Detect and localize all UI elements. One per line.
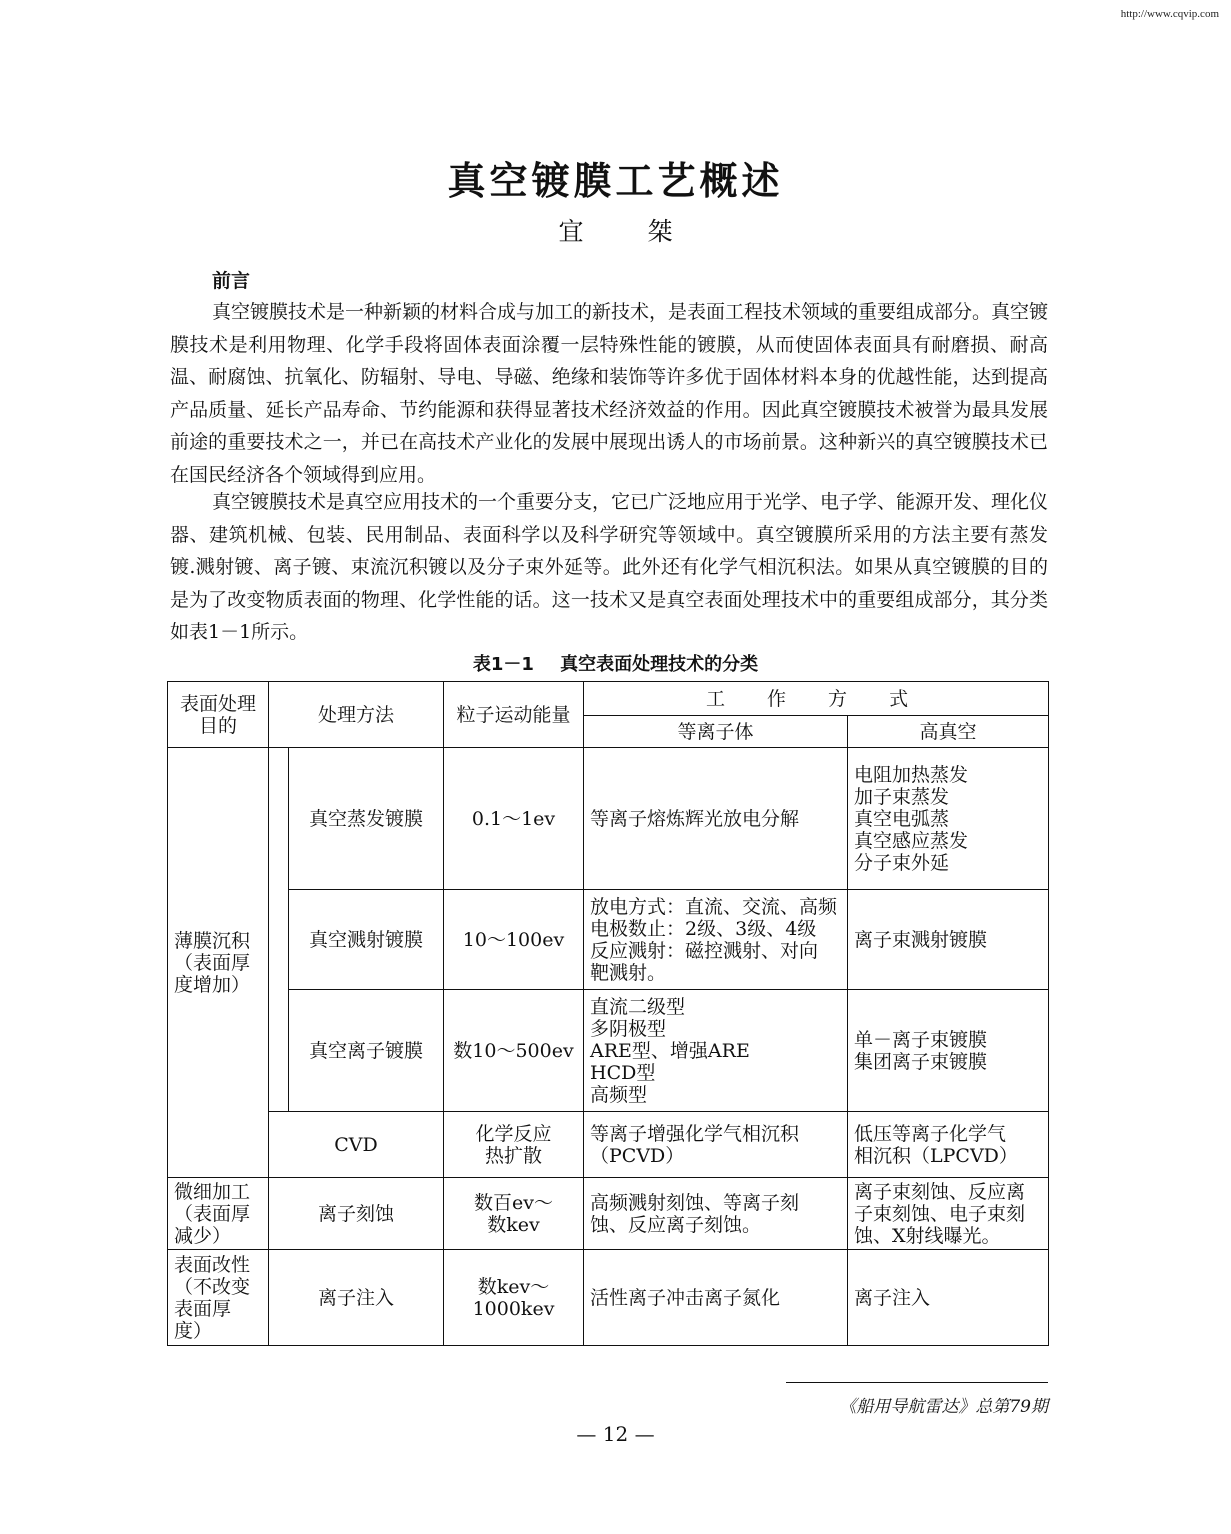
table-row	[168, 1250, 1049, 1346]
cell-energy: 化学反应 热扩散	[444, 1112, 584, 1178]
classification-table	[167, 681, 1049, 1346]
cell-method: CVD	[269, 1112, 444, 1178]
cell-energy: 10～100ev	[444, 890, 584, 990]
cell-vacuum: 离子束刻蚀、反应离 子束刻蚀、电子束刻 蚀、X射线曝光。	[848, 1178, 1049, 1250]
table-caption-text: 真空表面处理技术的分类	[560, 654, 759, 675]
paragraph-1	[170, 296, 1048, 491]
cell-energy: 数10～500ev	[444, 990, 584, 1112]
cell-purpose: 表面改性 （不改变 表面厚 度）	[168, 1250, 269, 1346]
header-energy: 粒子运动能量	[444, 682, 584, 748]
article-title: 真空镀膜工艺概述	[447, 159, 784, 203]
table-header-row	[168, 682, 1049, 716]
cell-energy: 数kev～ 1000kev	[444, 1250, 584, 1346]
cell-method: 真空离子镀膜	[289, 990, 444, 1112]
source-url: http://www.cqvip.com	[1120, 8, 1219, 20]
header-purpose: 表面处理目的	[168, 682, 269, 748]
table-caption-number: 表1－1	[472, 654, 534, 675]
footer-divider	[786, 1382, 1048, 1383]
cell-purpose: 微细加工 （表面厚 减少）	[168, 1178, 269, 1250]
cell-plasma: 等离子熔炼辉光放电分解	[584, 748, 848, 890]
cell-vacuum: 电阻加热蒸发 加子束蒸发 真空电弧蒸 真空感应蒸发 分子束外延	[848, 748, 1049, 890]
cell-plasma: 高频溅射刻蚀、等离子刻 蚀、反应离子刻蚀。	[584, 1178, 848, 1250]
cell-purpose-film: 薄膜沉积（表面厚度增加）	[168, 748, 269, 1178]
cell-energy: 0.1～1ev	[444, 748, 584, 890]
cell-plasma: 活性离子冲击离子氮化	[584, 1250, 848, 1346]
header-plasma: 等离子体	[584, 716, 848, 748]
cell-vacuum: 离子注入	[848, 1250, 1049, 1346]
journal-reference: 《船用导航雷达》总第79期	[839, 1397, 1048, 1417]
cell-plasma: 放电方式：直流、交流、高频 电极数止：2级、3级、4级 反应溅射：磁控溅射、对向 靶溅射。	[584, 890, 848, 990]
paragraph-text: 真空镀膜技术是真空应用技术的一个重要分支，它已广泛地应用于光学、电子学、能源开发、理化仪器、建筑机械、包装、民用制品、表面科学以及科学研究等领域中。真空镀膜所采用的方法主要有蒸发镀.溅射镀、离子镀、束流沉积镀以及分子束外延等。此外还有化学气相沉积法。如果从真空镀膜的目的是为了改变物质表面的物理、化学性能的话。这一技术又是真空表面处理技术中的重要组成部分，其分类如表1－1所示。	[170, 491, 1049, 643]
table-row	[168, 1112, 1049, 1178]
table-row	[168, 1178, 1049, 1250]
section-heading: 前言	[212, 270, 251, 292]
cell-plasma: 直流二级型 多阴极型 ARE型、增强ARE HCD型 高频型	[584, 990, 848, 1112]
cell-spacer	[269, 748, 289, 1112]
header-method: 处理方法	[269, 682, 444, 748]
paragraph-2	[170, 486, 1048, 649]
table-row	[168, 990, 1049, 1112]
author-name: 宜 桀	[558, 217, 701, 246]
cell-method: 离子刻蚀	[269, 1178, 444, 1250]
page-number: — 12 —	[576, 1422, 655, 1446]
header-vacuum: 高真空	[848, 716, 1049, 748]
cell-plasma: 等离子增强化学气相沉积 （PCVD）	[584, 1112, 848, 1178]
cell-vacuum: 低压等离子化学气 相沉积（LPCVD）	[848, 1112, 1049, 1178]
header-mode: 工 作 方 式	[584, 682, 1049, 716]
table-row	[168, 748, 1049, 890]
paragraph-text: 真空镀膜技术是一种新颖的材料合成与加工的新技术，是表面工程技术领域的重要组成部分。真空镀膜技术是利用物理、化学手段将固体表面涂覆一层特殊性能的镀膜，从而使固体表面具有耐磨损、耐高温、耐腐蚀、抗氧化、防辐射、导电、导磁、绝缘和装饰等许多优于固体材料本身的优越性能，达到提高产品质量、延长产品寿命、节约能源和获得显著技术经济效益的作用。因此真空镀膜技术被誉为最具发展前途的重要技术之一，并已在高技术产业化的发展中展现出诱人的市场前景。这种新兴的真空镀膜技术已在国民经济各个领域得到应用。	[170, 301, 1049, 486]
table-caption	[0, 650, 1231, 676]
cell-vacuum: 单－离子束镀膜 集团离子束镀膜	[848, 990, 1049, 1112]
cell-energy: 数百ev～ 数kev	[444, 1178, 584, 1250]
cell-method: 离子注入	[269, 1250, 444, 1346]
table-row	[168, 890, 1049, 990]
cell-method: 真空溅射镀膜	[289, 890, 444, 990]
cell-vacuum: 离子束溅射镀膜	[848, 890, 1049, 990]
cell-method: 真空蒸发镀膜	[289, 748, 444, 890]
